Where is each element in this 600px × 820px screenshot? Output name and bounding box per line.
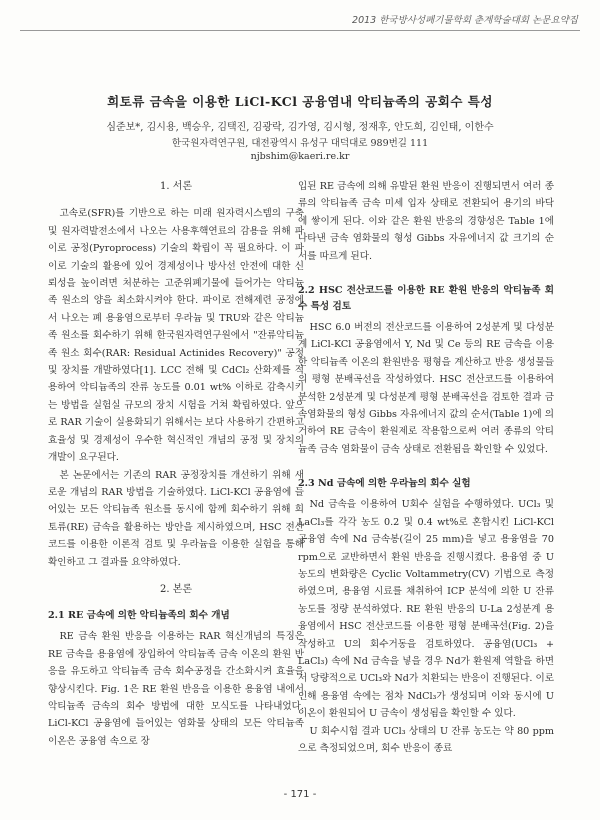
section-introduction-heading: 1. 서론 [159, 181, 193, 192]
intro-paragraph-2: 본 논문에서는 기존의 RAR 공정장치를 개선하기 위해 새로운 개념의 RAR 방법을 기술하였다. LiCl-KCl 공융염에 들어있는 모든 악티늄족 원소를 동시에 함께 회수하기 위해 희토류(RE) 금속을 활용하는 방안을 제시하였으며, HSC 전산코드를 이용한 이론적 검토 및 우라늄을 이용한 실험을 통해 확인하고 그 결과를 요약하였다. [48, 469, 304, 568]
body-paragraph-2-1: RE 금속 환원 반응을 이용하는 RAR 혁신개념의 특징은 RE 금속을 용융염에 장입하여 악티늄족 금속 이온의 환원 반응을 유도하고 악티늄족 금속 회수공정을 간소화시켜 효율을 향상시킨다. Fig. 1은 RE 환원 반응을 이용한 용융염 내에서 악티늄족 금속의 회수 방법에 대한 모식도를 나타내었다. LiCl-KCl 공융염에 들어있는 염화물 상태의 모든 악티늄족 이온은 공융염 속으로 장 [48, 631, 304, 747]
contact-email: njbshim@kaeri.re.kr [250, 151, 350, 162]
subsection-2-3-heading: 2.3 Nd 금속에 의한 우라늄의 회수 실험 [298, 478, 471, 490]
subsection-2-2-heading: 2.2 HSC 전산코드를 이용한 RE 환원 반응의 악티늄족 회수 특성 검토 [298, 285, 554, 313]
intro-paragraph-1: 고속로(SFR)를 기반으로 하는 미래 원자력시스템의 구축 및 원자력발전소에서 나오는 사용후핵연료의 감용을 위해 파이로 공정(Pyroprocess) 기술의 확립이 꼭 필요하다. 이 파이로 기술의 활용에 있어 경제성이나 방사선 안전에 대한 신뢰성을 높이려면 처분하는 고준위폐기물에 들어가는 악티늄족 원소의 양을 최소화시켜야 한다. 파이로 전해제련 공정에서 나오는 폐 용융염으로부터 우라늄 및 TRU와 같은 악티늄족 원소를 회수하기 위해 한국원자력연구원에서 "잔류악티늄족 원소 회수(RAR: Residual Actinides Recovery)" 공정 및 장치를 개발하였다[1]. LCC 전해 및 CdCl₂ 산화제를 적용하여 악티늄족의 잔류 농도를 0.01 wt% 이하로 감축시키는 방법을 실험실 규모의 장치 시험을 거쳐 확립하였다. 앞으로 RAR 기술이 실용화되기 위해서는 보다 사용하기 간편하고 효율성 및 경제성이 우수한 혁신적인 개념의 공정 및 장치의 개발이 요구된다. [48, 208, 304, 464]
section-gap [298, 458, 554, 468]
author-list: 심준보*, 김시용, 백승우, 김택진, 김광락, 김가영, 김시형, 정재후, 안도희, 김인태, 이한수 [106, 122, 494, 133]
continued-paragraph: 입된 RE 금속에 의해 유발된 환원 반응이 진행되면서 여러 종류의 악티늄족 금속 미세 입자 상태로 전환되어 용기의 바닥에 쌓이게 된다. 이와 같은 환원 반응의 경향성은 Table 1에 나타낸 금속 염화물의 형성 Gibbs 자유에너지 값 크기의 순서를 따르게 된다. [298, 181, 554, 262]
left-column [48, 178, 304, 750]
right-column [298, 178, 554, 757]
body-paragraph-2-3b: U 회수시험 결과 UCl₃ 상태의 U 잔류 농도는 약 80 ppm으로 측정되었으며, 회수 반응이 종료 [298, 725, 554, 754]
section-gap [48, 571, 304, 581]
affiliation: 한국원자력연구원, 대전광역시 유성구 대덕대로 989번길 111 [171, 138, 429, 149]
paper-title: 희토류 금속을 이용한 LiCl-KCl 공융염내 악티늄족의 공회수 특성 [107, 94, 493, 109]
page-number: - 171 - [283, 789, 317, 800]
subsection-2-1-heading: 2.1 RE 금속에 의한 악티늄족의 회수 개념 [48, 610, 230, 622]
body-paragraph-2-2: HSC 6.0 버전의 전산코드를 이용하여 2성분계 및 다성분계 LiCl-KCl 공융염에서 Y, Nd 및 Ce 등의 RE 금속을 이용한 악티늄족 이온의 환원반응 평형을 계산하고 반응 생성물들의 평형 분배곡선을 작성하였다. HSC 전산코드를 이용하여 분석한 2성분계 및 다성분계 평형 분배곡선을 검토한 결과 금속염화물의 형성 Gibbs 자유에너지 값의 순서(Table 1)에 의거하여 RE 금속이 환원제로 작용함으로써 여러 종류의 악티늄족 금속 염화물이 금속 상태로 전환됨을 확인할 수 있었다. [298, 322, 554, 455]
body-paragraph-2-3: Nd 금속을 이용하여 U회수 실험을 수행하였다. UCl₃ 및 LaCl₃를 각각 농도 0.2 및 0.4 wt%로 혼합시킨 LiCl-KCl 공융염 속에 Nd 금속봉(길이 25 mm)을 넣고 용융염을 70 rpm으로 교반하면서 환원 반응을 진행시켰다. 용융염 중 U 농도의 변화량은 Cyclic Voltammetry(CV) 기법으로 측정하였으며, 용융염 시료를 채취하여 ICP 분석에 의한 U 잔류 농도를 정량 분석하였다. RE 환원 반응의 U-La 2성분계 용융염에서 HSC 전산코드를 이용한 평형 분배곡선(Fig. 2)을 작성하고 U의 회수거동을 검토하였다. 공융염(UCl₃ + LaCl₃) 속에 Nd 금속을 넣을 경우 Nd가 환원제 역할을 하면서 당량적으로 UCl₃와 Nd가 치환되는 반응이 진행된다. 이로 인해 용융염 속에는 점차 NdCl₃가 생성되며 이와 동시에 U 이온이 환원되어 U 금속이 생성됨을 확인할 수 있다. [298, 499, 554, 720]
header-rule [20, 30, 580, 31]
running-header: 2013 한국방사성폐기물학회 춘계학술대회 논문요약집 [352, 15, 578, 26]
section-body-heading: 2. 본론 [159, 583, 193, 595]
section-gap [298, 265, 554, 275]
